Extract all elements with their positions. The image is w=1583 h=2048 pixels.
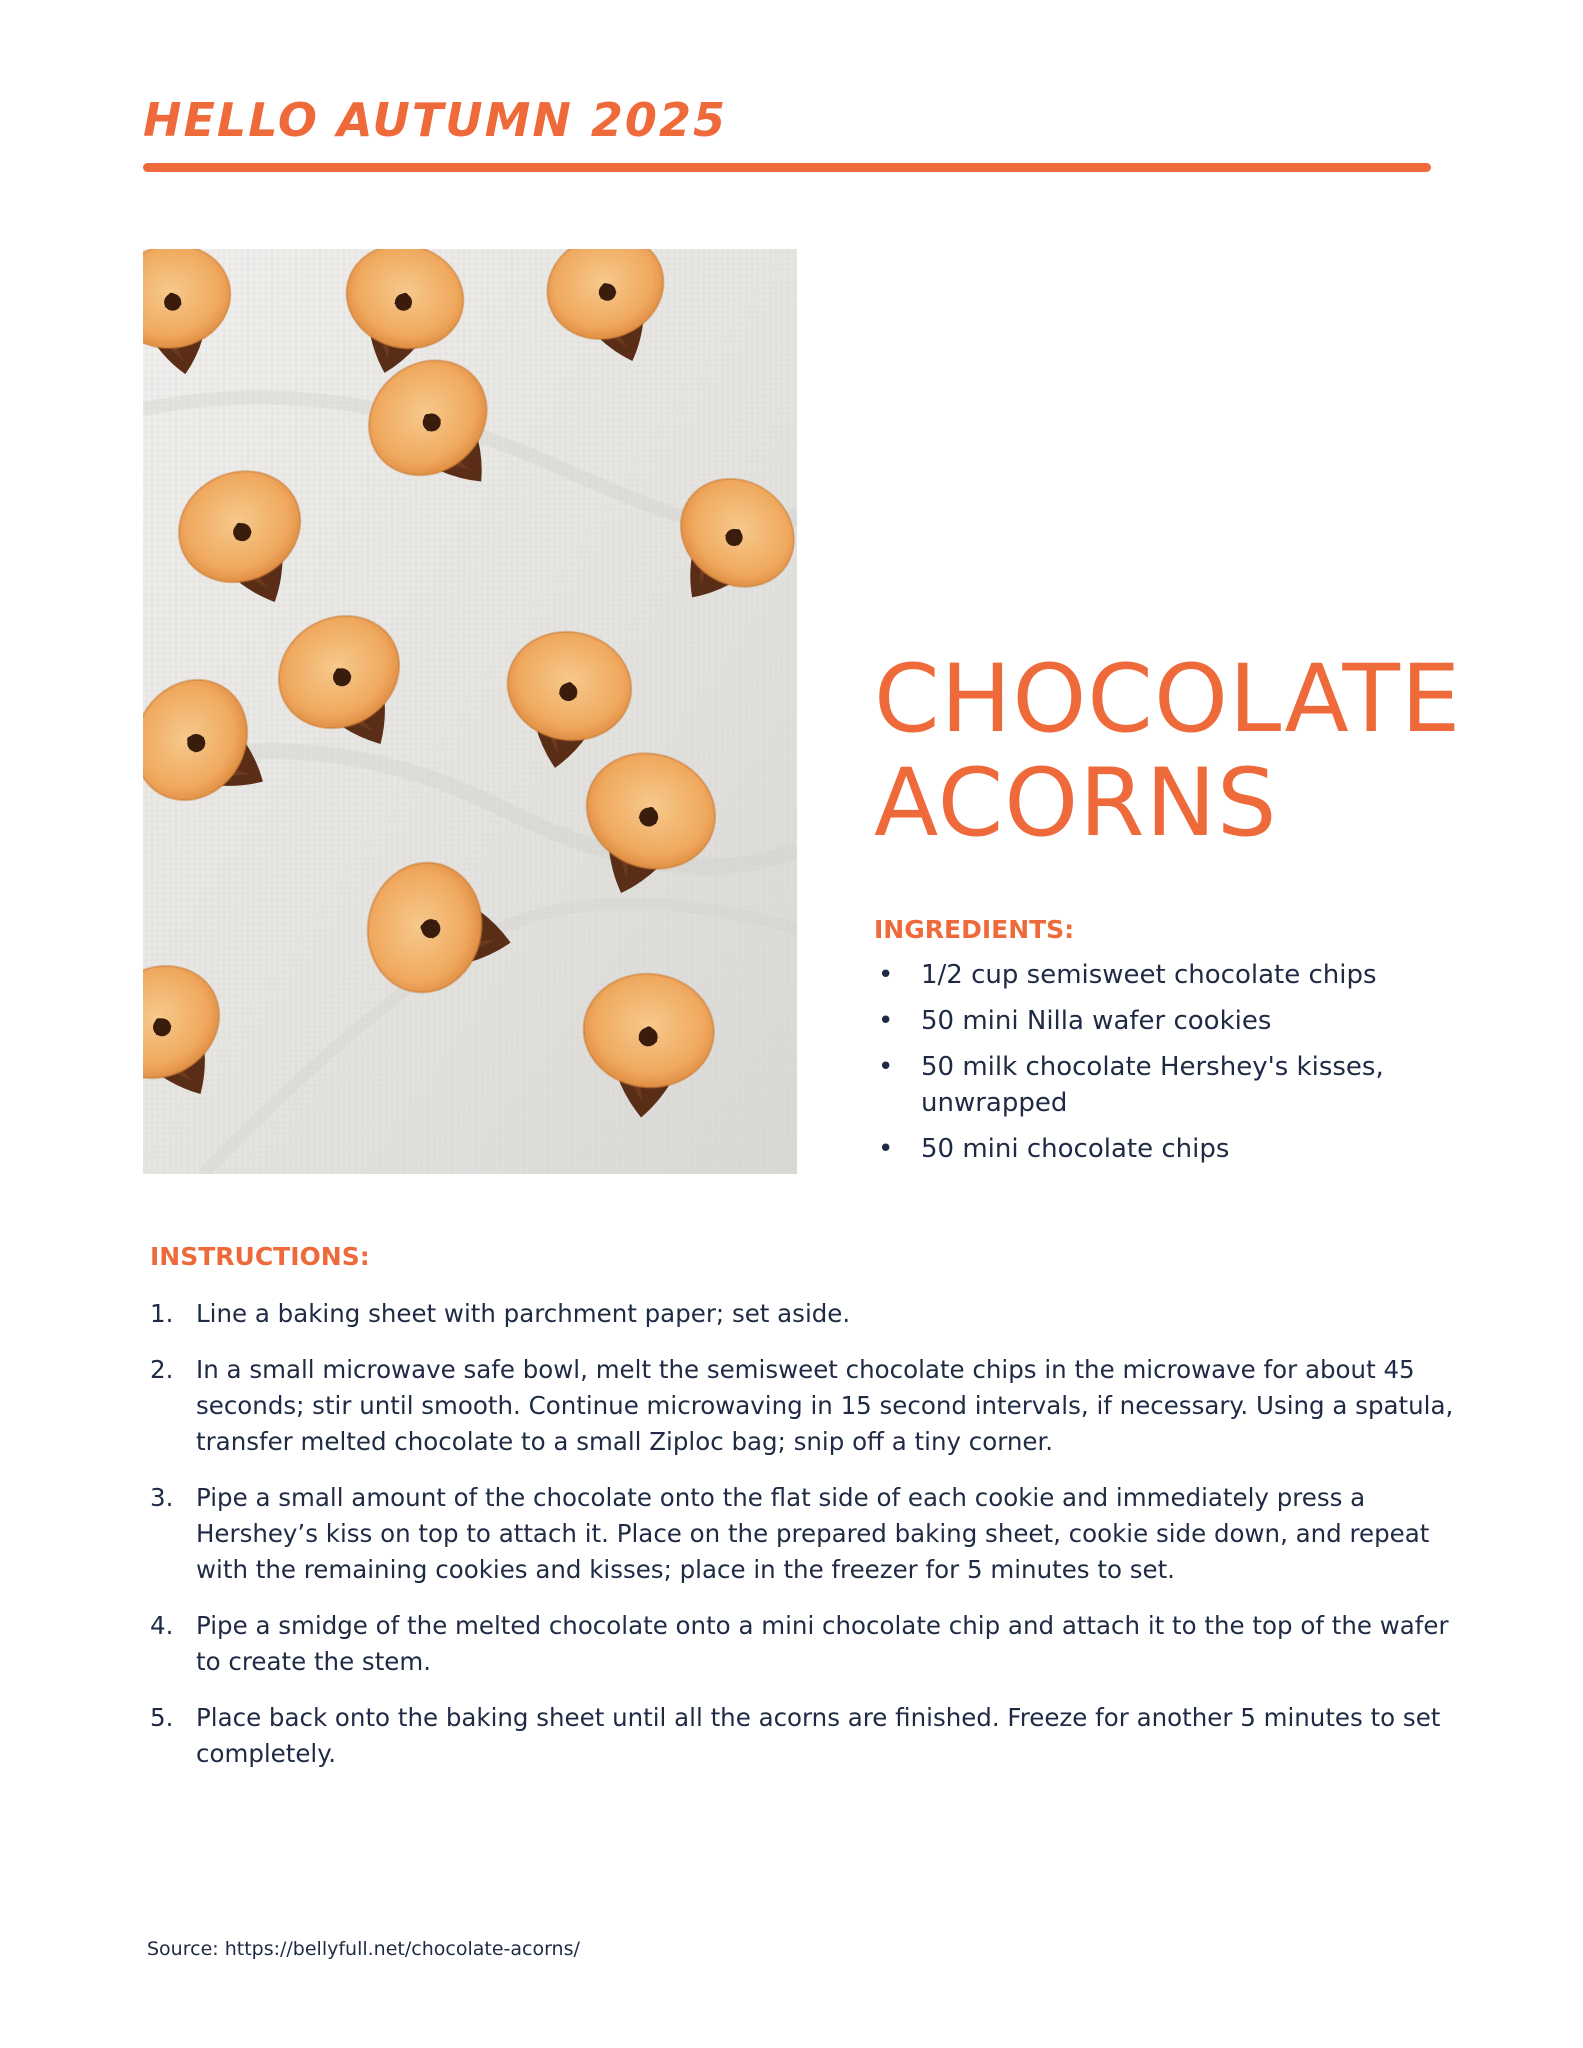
bullet-icon: •: [878, 1006, 894, 1036]
step-number: 5.: [150, 1703, 174, 1732]
list-item: [874, 1049, 1494, 1121]
step-text: Pipe a smidge of the melted chocolate onto a mini chocolate chip and attach it to the top of the wafer to create the stem.: [196, 1611, 1449, 1676]
header-title: HELLO AUTUMN 2025: [143, 93, 727, 147]
source-citation: Source: https://bellyfull.net/chocolate-acorns/: [147, 1938, 580, 1960]
instructions-heading: INSTRUCTIONS:: [150, 1242, 370, 1271]
list-item: [150, 1352, 1460, 1460]
instructions-list: [150, 1296, 1460, 1792]
recipe-title: [874, 645, 1494, 858]
step-text: Line a baking sheet with parchment paper; set aside.: [196, 1299, 851, 1328]
list-item: [874, 1131, 1494, 1167]
recipe-title-line-1: CHOCOLATE: [874, 645, 1462, 754]
list-item: [874, 957, 1494, 993]
step-number: 2.: [150, 1355, 174, 1384]
step-text: In a small microwave safe bowl, melt the semisweet chocolate chips in the microwave for about 45 seconds; stir until smooth. Continue microwaving in 15 second intervals, if necessary. Using a spatula, transfer melted chocolate to a small Ziploc bag; snip off a tiny corner.: [196, 1355, 1454, 1456]
header-divider: [143, 163, 1431, 172]
list-item: [150, 1700, 1460, 1772]
chocolate-acorns-photo: [143, 249, 797, 1174]
step-number: 1.: [150, 1299, 174, 1328]
step-number: 4.: [150, 1611, 174, 1640]
list-item: [150, 1296, 1460, 1332]
ingredient-text: 50 milk chocolate Hershey's kisses, unwrapped: [921, 1052, 1384, 1118]
ingredient-text: 50 mini chocolate chips: [921, 1134, 1230, 1164]
list-item: [874, 1003, 1494, 1039]
recipe-title-line-2: ACORNS: [874, 749, 1278, 858]
list-item: [150, 1608, 1460, 1680]
ingredients-list: [874, 957, 1494, 1177]
ingredient-text: 1/2 cup semisweet chocolate chips: [921, 960, 1377, 990]
bullet-icon: •: [878, 1052, 894, 1082]
bullet-icon: •: [878, 960, 894, 990]
step-text: Place back onto the baking sheet until all the acorns are finished. Freeze for another 5 minutes to set completely.: [196, 1703, 1441, 1768]
ingredient-text: 50 mini Nilla wafer cookies: [921, 1006, 1272, 1036]
step-text: Pipe a small amount of the chocolate onto the flat side of each cookie and immediately press a Hershey’s kiss on top to attach it. Place on the prepared baking sheet, cookie side down, and repeat with the remaining cookies and kisses; place in the freezer for 5 minutes to set.: [196, 1483, 1430, 1584]
list-item: [150, 1480, 1460, 1588]
step-number: 3.: [150, 1483, 174, 1512]
ingredients-heading: INGREDIENTS:: [874, 915, 1075, 944]
bullet-icon: •: [878, 1134, 894, 1164]
